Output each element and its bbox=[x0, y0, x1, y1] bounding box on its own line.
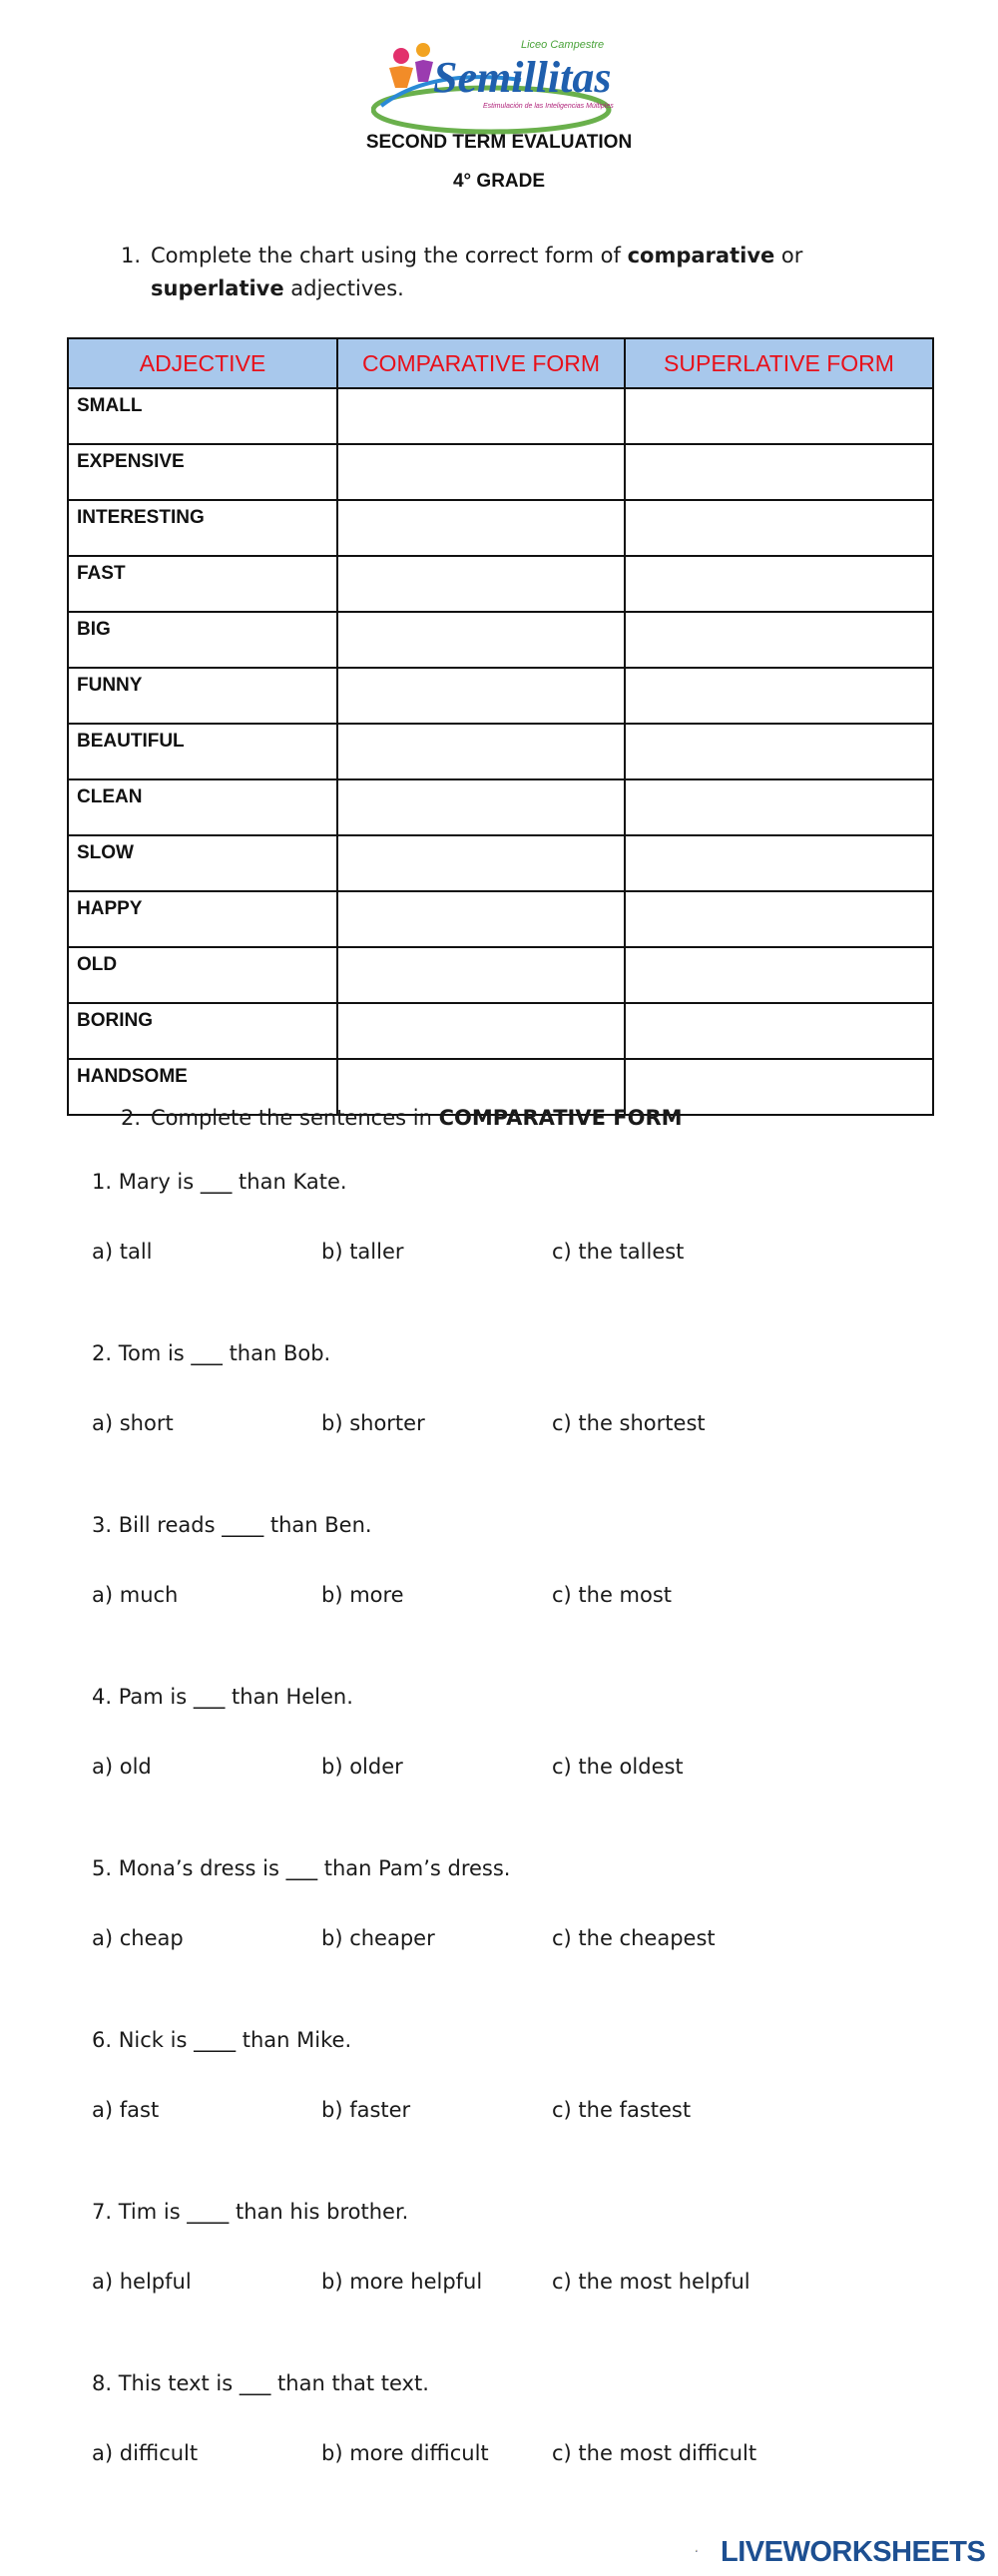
table-row bbox=[68, 556, 933, 612]
option-b[interactable]: b) taller bbox=[321, 1240, 404, 1264]
table-row bbox=[68, 388, 933, 444]
question-text: 3. Bill reads ____ than Ben. bbox=[92, 1513, 372, 1537]
comparative-answer-cell[interactable] bbox=[337, 835, 625, 891]
option-c[interactable]: c) the oldest bbox=[552, 1755, 684, 1779]
adjective-cell: INTERESTING bbox=[68, 500, 337, 556]
comparative-answer-cell[interactable] bbox=[337, 947, 625, 1003]
adjective-cell: HANDSOME bbox=[68, 1059, 337, 1115]
chart-header-superlative: SUPERLATIVE FORM bbox=[625, 338, 933, 388]
section1-number: 1. bbox=[121, 244, 142, 267]
comparative-answer-cell[interactable] bbox=[337, 612, 625, 668]
chart-header-comparative: COMPARATIVE FORM bbox=[337, 338, 625, 388]
section2-text-before: Complete the sentences in bbox=[151, 1106, 439, 1130]
option-a[interactable]: a) short bbox=[92, 1411, 174, 1435]
question-text: 1. Mary is ___ than Kate. bbox=[92, 1170, 347, 1194]
option-b[interactable]: b) faster bbox=[321, 2098, 411, 2122]
table-row bbox=[68, 891, 933, 947]
option-c[interactable]: c) the most bbox=[552, 1583, 673, 1607]
question-text: 6. Nick is ____ than Mike. bbox=[92, 2028, 352, 2052]
comparative-answer-cell[interactable] bbox=[337, 668, 625, 724]
option-b[interactable]: b) older bbox=[321, 1755, 403, 1779]
section1-text-before: Complete the chart using the correct form of bbox=[151, 244, 628, 267]
school-logo bbox=[371, 28, 619, 136]
adjective-cell: HAPPY bbox=[68, 891, 337, 947]
logo-figure-head bbox=[393, 48, 409, 64]
question-text: 4. Pam is ___ than Helen. bbox=[92, 1685, 353, 1709]
superlative-answer-cell[interactable] bbox=[625, 556, 933, 612]
section2-number: 2. bbox=[121, 1106, 142, 1130]
logo-figure-head-2 bbox=[416, 43, 430, 57]
section2-bold: COMPARATIVE FORM bbox=[438, 1106, 683, 1130]
option-c[interactable]: c) the tallest bbox=[552, 1240, 685, 1264]
superlative-answer-cell[interactable] bbox=[625, 612, 933, 668]
brand-block-pink bbox=[697, 2551, 698, 2552]
adjective-cell: SLOW bbox=[68, 835, 337, 891]
logo-figure-body-2 bbox=[415, 60, 433, 82]
option-a[interactable]: a) helpful bbox=[92, 2270, 192, 2294]
option-a[interactable]: a) difficult bbox=[92, 2441, 199, 2465]
adjective-cell: FUNNY bbox=[68, 668, 337, 724]
brand-block-orange bbox=[696, 2550, 697, 2551]
option-c[interactable]: c) the most helpful bbox=[552, 2270, 750, 2294]
option-a[interactable]: a) cheap bbox=[92, 1926, 184, 1950]
adjective-cell: EXPENSIVE bbox=[68, 444, 337, 500]
question-text: 8. This text is ___ than that text. bbox=[92, 2371, 429, 2395]
brand-block-blue bbox=[697, 2550, 698, 2551]
superlative-answer-cell[interactable] bbox=[625, 835, 933, 891]
section2-instruction bbox=[121, 1102, 879, 1135]
adjective-cell: BIG bbox=[68, 612, 337, 668]
superlative-answer-cell[interactable] bbox=[625, 500, 933, 556]
question-text: 2. Tom is ___ than Bob. bbox=[92, 1341, 331, 1365]
liveworksheets-brand: LIVEWORKSHEETS bbox=[721, 2536, 986, 2568]
chart-header-adjective: ADJECTIVE bbox=[68, 338, 337, 388]
section1-text-mid: or bbox=[774, 244, 803, 267]
option-b[interactable]: b) more bbox=[321, 1583, 404, 1607]
section1-text-after: adjectives. bbox=[283, 276, 404, 300]
superlative-answer-cell[interactable] bbox=[625, 444, 933, 500]
comparative-answer-cell[interactable] bbox=[337, 779, 625, 835]
superlative-answer-cell[interactable] bbox=[625, 947, 933, 1003]
table-row bbox=[68, 500, 933, 556]
superlative-answer-cell[interactable] bbox=[625, 724, 933, 779]
superlative-answer-cell[interactable] bbox=[625, 1003, 933, 1059]
page-title: SECOND TERM EVALUATION bbox=[365, 132, 633, 153]
grade-label: 4° GRADE bbox=[452, 171, 546, 192]
adjective-chart bbox=[67, 337, 934, 1116]
table-row bbox=[68, 1003, 933, 1059]
question-text: 5. Mona’s dress is ___ than Pam’s dress. bbox=[92, 1856, 511, 1880]
table-row bbox=[68, 612, 933, 668]
comparative-answer-cell[interactable] bbox=[337, 444, 625, 500]
superlative-answer-cell[interactable] bbox=[625, 388, 933, 444]
question-text: 7. Tim is ____ than his brother. bbox=[92, 2200, 409, 2224]
adjective-cell: CLEAN bbox=[68, 779, 337, 835]
superlative-answer-cell[interactable] bbox=[625, 668, 933, 724]
section1-bold-comparative: comparative bbox=[627, 244, 775, 267]
adjective-cell: OLD bbox=[68, 947, 337, 1003]
superlative-answer-cell[interactable] bbox=[625, 779, 933, 835]
section1-instruction bbox=[121, 240, 879, 305]
adjective-cell: BEAUTIFUL bbox=[68, 724, 337, 779]
table-row bbox=[68, 724, 933, 779]
section1-bold-superlative: superlative bbox=[151, 276, 284, 300]
option-b[interactable]: b) shorter bbox=[321, 1411, 425, 1435]
comparative-answer-cell[interactable] bbox=[337, 724, 625, 779]
option-b[interactable]: b) cheaper bbox=[321, 1926, 435, 1950]
option-c[interactable]: c) the shortest bbox=[552, 1411, 706, 1435]
table-row bbox=[68, 444, 933, 500]
option-c[interactable]: c) the cheapest bbox=[552, 1926, 716, 1950]
comparative-answer-cell[interactable] bbox=[337, 891, 625, 947]
option-c[interactable]: c) the fastest bbox=[552, 2098, 692, 2122]
option-a[interactable]: a) fast bbox=[92, 2098, 160, 2122]
option-a[interactable]: a) much bbox=[92, 1583, 179, 1607]
table-row bbox=[68, 947, 933, 1003]
logo-name: Semillitas bbox=[433, 53, 612, 102]
table-row bbox=[68, 779, 933, 835]
option-a[interactable]: a) tall bbox=[92, 1240, 153, 1264]
adjective-cell: BORING bbox=[68, 1003, 337, 1059]
comparative-answer-cell[interactable] bbox=[337, 500, 625, 556]
brand-block-green bbox=[696, 2551, 697, 2552]
option-b[interactable]: b) more difficult bbox=[321, 2441, 489, 2465]
adjective-cell: FAST bbox=[68, 556, 337, 612]
comparative-answer-cell[interactable] bbox=[337, 1003, 625, 1059]
logo-figure-body bbox=[389, 66, 413, 88]
chart-header-row bbox=[68, 338, 933, 388]
comparative-answer-cell[interactable] bbox=[337, 556, 625, 612]
logo-small-text: Liceo Campestre bbox=[521, 39, 605, 51]
option-a[interactable]: a) old bbox=[92, 1755, 152, 1779]
option-b[interactable]: b) more helpful bbox=[321, 2270, 483, 2294]
liveworksheets-icon bbox=[696, 2535, 720, 2567]
table-row bbox=[68, 668, 933, 724]
table-row bbox=[68, 835, 933, 891]
superlative-answer-cell[interactable] bbox=[625, 891, 933, 947]
option-c[interactable]: c) the most difficult bbox=[552, 2441, 757, 2465]
adjective-cell: SMALL bbox=[68, 388, 337, 444]
comparative-answer-cell[interactable] bbox=[337, 388, 625, 444]
logo-tagline: Estimulación de las Inteligencias Múltiples bbox=[483, 103, 614, 110]
